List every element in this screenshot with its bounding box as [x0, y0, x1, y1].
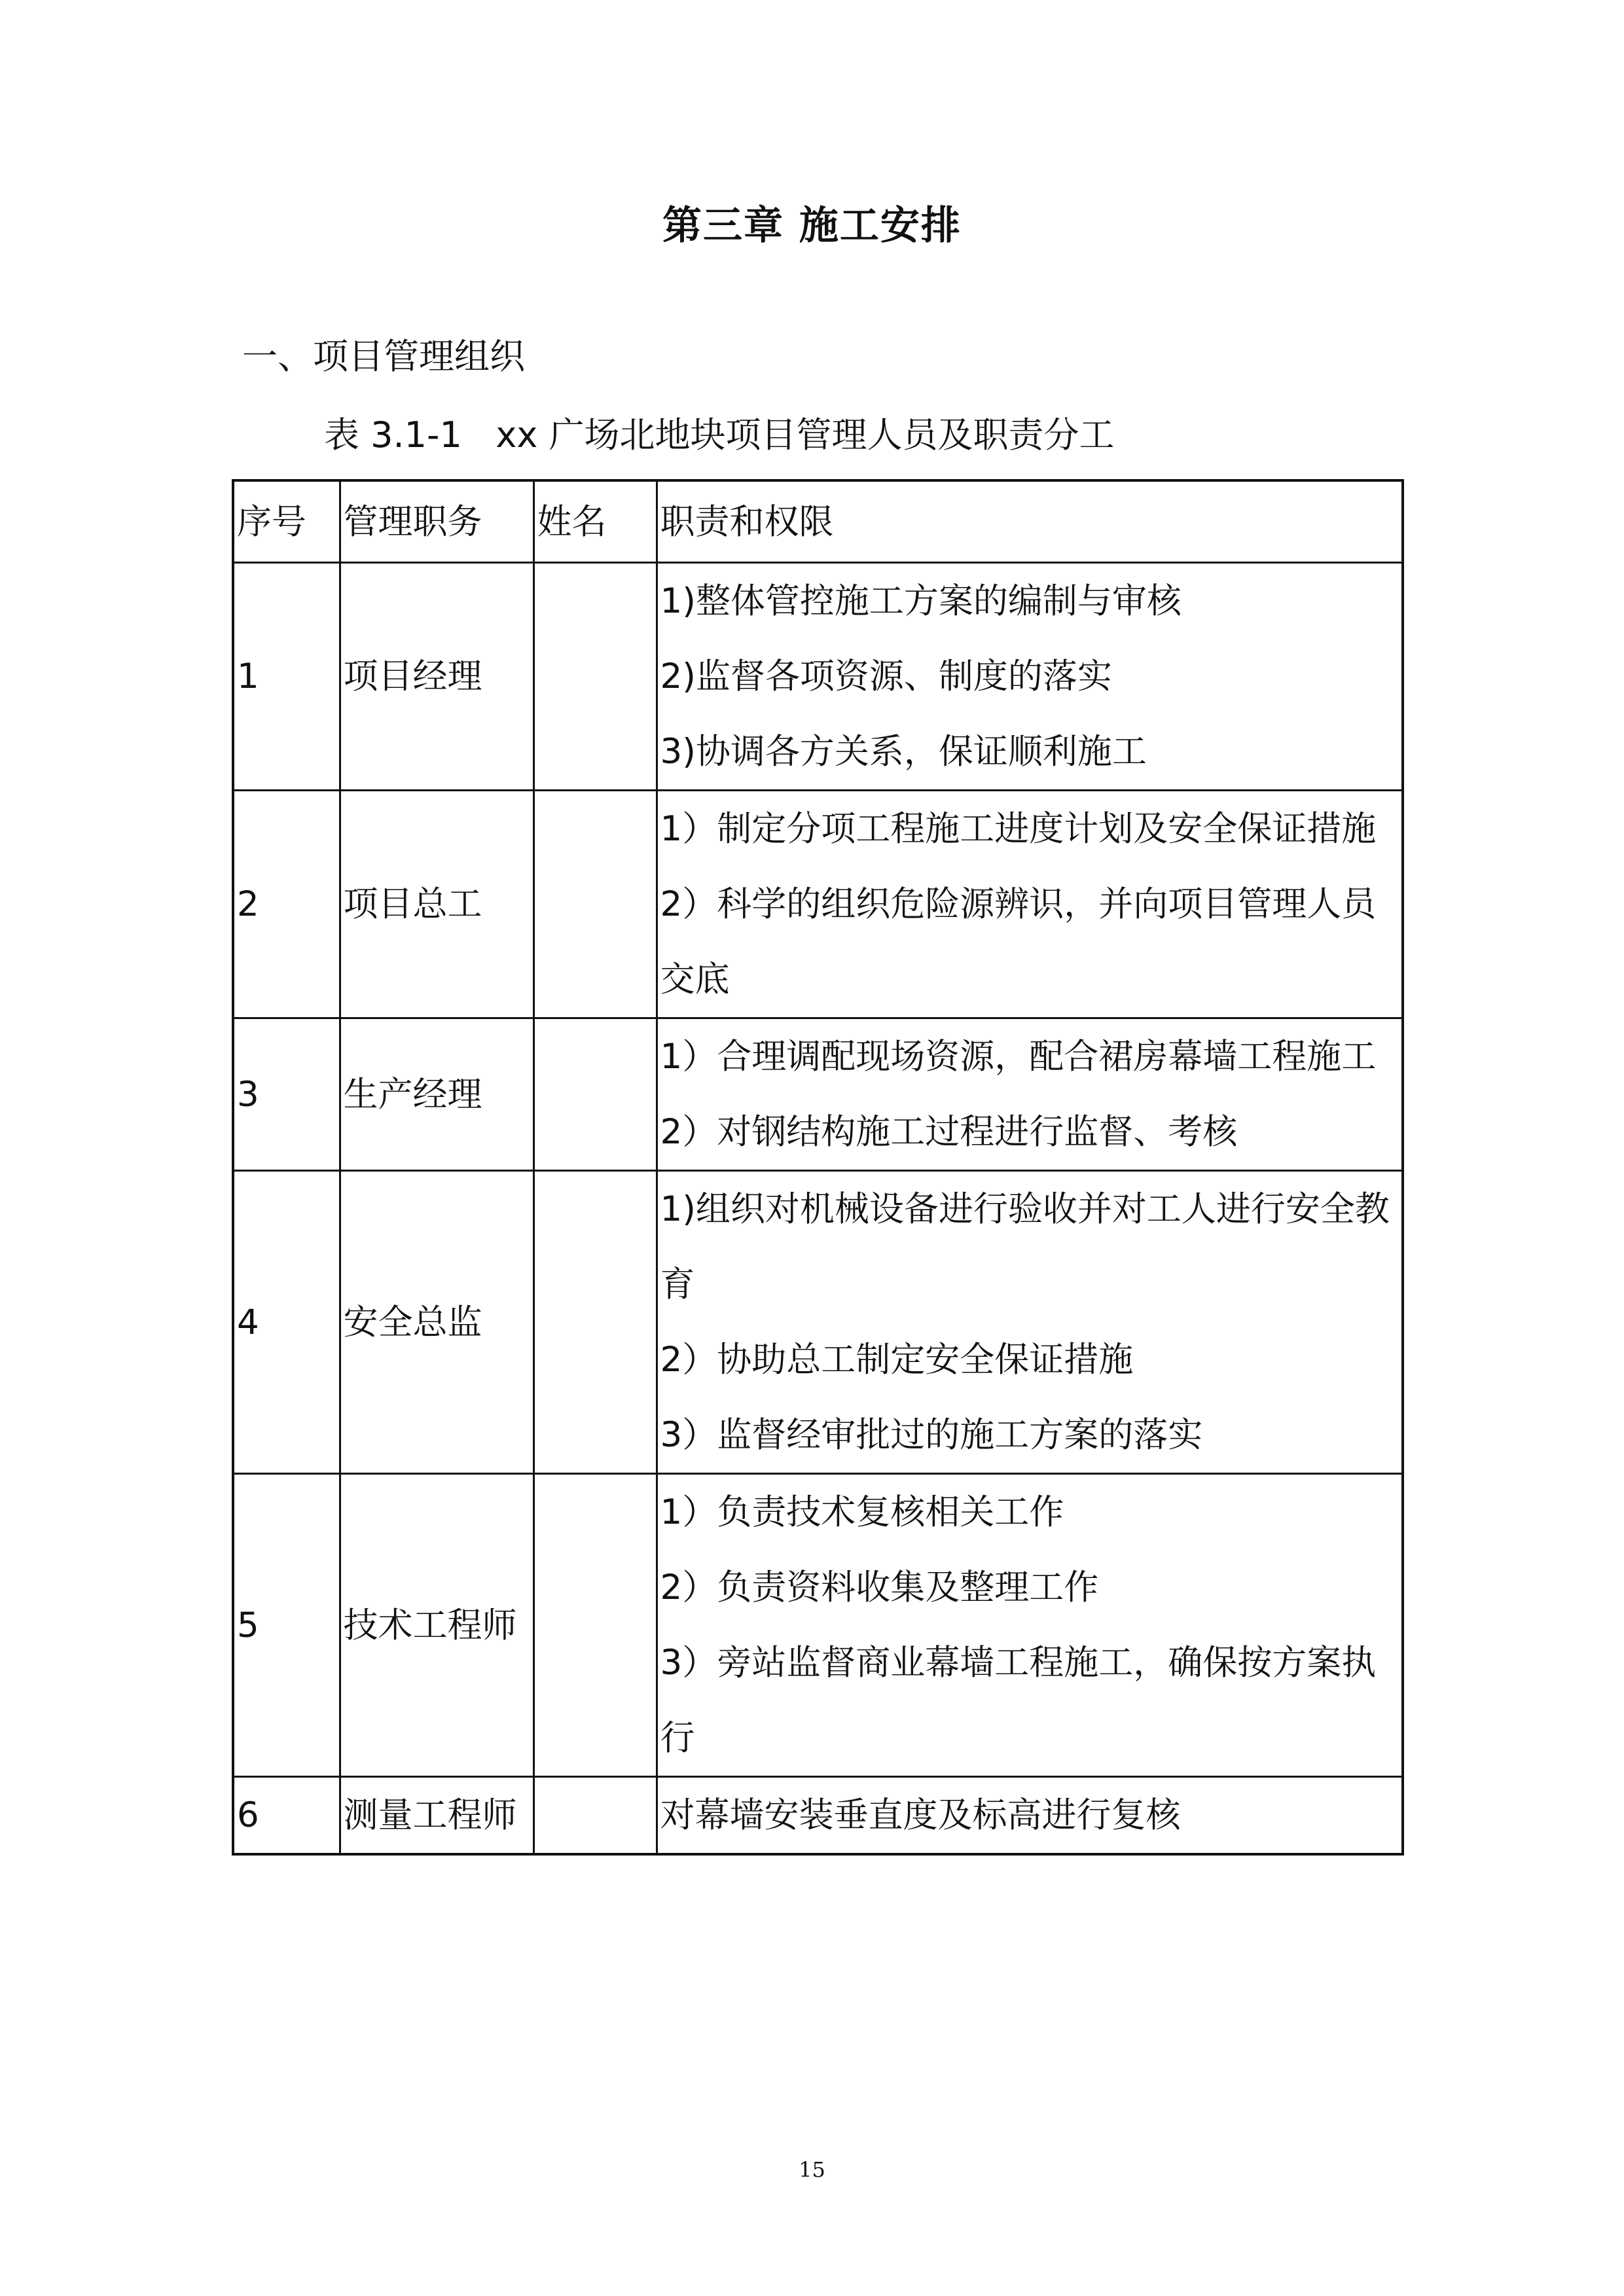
table-header-row — [233, 480, 1403, 563]
row-role: 安全总监 — [340, 1171, 533, 1474]
row-no: 5 — [233, 1474, 340, 1777]
row-no: 6 — [233, 1777, 340, 1855]
table-row — [233, 791, 1403, 1018]
row-duties — [657, 563, 1403, 791]
row-name — [533, 1018, 657, 1171]
page-title: 第三章 施工安排 — [662, 203, 962, 249]
row-role: 测量工程师 — [340, 1777, 533, 1855]
row-name — [533, 791, 657, 1018]
table-caption: 表 3.1-1 xx 广场北地块项目管理人员及职责分工 — [324, 414, 1115, 456]
row-name — [533, 1171, 657, 1474]
row-duties — [657, 1018, 1403, 1171]
row-name — [533, 1474, 657, 1777]
row-duties — [657, 1171, 1403, 1474]
duty-line: 2)监督各项资源、制度的落实 — [660, 656, 1112, 696]
duty-line: 2）负责资料收集及整理工作 — [660, 1568, 1099, 1607]
row-no: 3 — [233, 1018, 340, 1171]
table-row — [233, 1171, 1403, 1474]
row-duties — [657, 1777, 1403, 1855]
duty-line: 1）合理调配现场资源，配合裙房幕墙工程施工 — [660, 1037, 1377, 1077]
table-row — [233, 1474, 1403, 1777]
duty-line: 1)组织对机械设备进行验收并对工人进行安全教育 — [660, 1189, 1390, 1304]
header-role: 管理职务 — [340, 480, 533, 563]
header-name: 姓名 — [533, 480, 657, 563]
table-row — [233, 563, 1403, 791]
row-role: 项目经理 — [340, 563, 533, 791]
duty-line: 1）负责技术复核相关工作 — [660, 1492, 1064, 1532]
row-role: 项目总工 — [340, 791, 533, 1018]
row-name — [533, 563, 657, 791]
duty-line: 3)协调各方关系，保证顺利施工 — [660, 732, 1147, 772]
row-role: 生产经理 — [340, 1018, 533, 1171]
duty-line: 2）科学的组织危险源辨识，并向项目管理人员交底 — [660, 884, 1377, 999]
duty-line: 2）对钢结构施工过程进行监督、考核 — [660, 1112, 1238, 1152]
row-duties — [657, 1474, 1403, 1777]
row-no: 1 — [233, 563, 340, 791]
header-no: 序号 — [233, 480, 340, 563]
row-role: 技术工程师 — [340, 1474, 533, 1777]
duty-line: 对幕墙安装垂直度及标高进行复核 — [660, 1795, 1181, 1835]
duty-line: 2）协助总工制定安全保证措施 — [660, 1340, 1134, 1380]
duty-line: 1)整体管控施工方案的编制与审核 — [660, 581, 1182, 621]
table-row — [233, 1777, 1403, 1855]
duty-line: 1）制定分项工程施工进度计划及安全保证措施 — [660, 809, 1377, 849]
page-number: 15 — [799, 2157, 825, 2182]
row-no: 4 — [233, 1171, 340, 1474]
responsibility-table — [232, 479, 1404, 1856]
duty-line: 3）旁站监督商业幕墙工程施工，确保按方案执行 — [660, 1643, 1377, 1758]
row-name — [533, 1777, 657, 1855]
header-duties: 职责和权限 — [657, 480, 1403, 563]
duty-line: 3）监督经审批过的施工方案的落实 — [660, 1415, 1203, 1455]
section-heading: 一、项目管理组织 — [242, 336, 525, 377]
row-duties — [657, 791, 1403, 1018]
row-no: 2 — [233, 791, 340, 1018]
table-row — [233, 1018, 1403, 1171]
